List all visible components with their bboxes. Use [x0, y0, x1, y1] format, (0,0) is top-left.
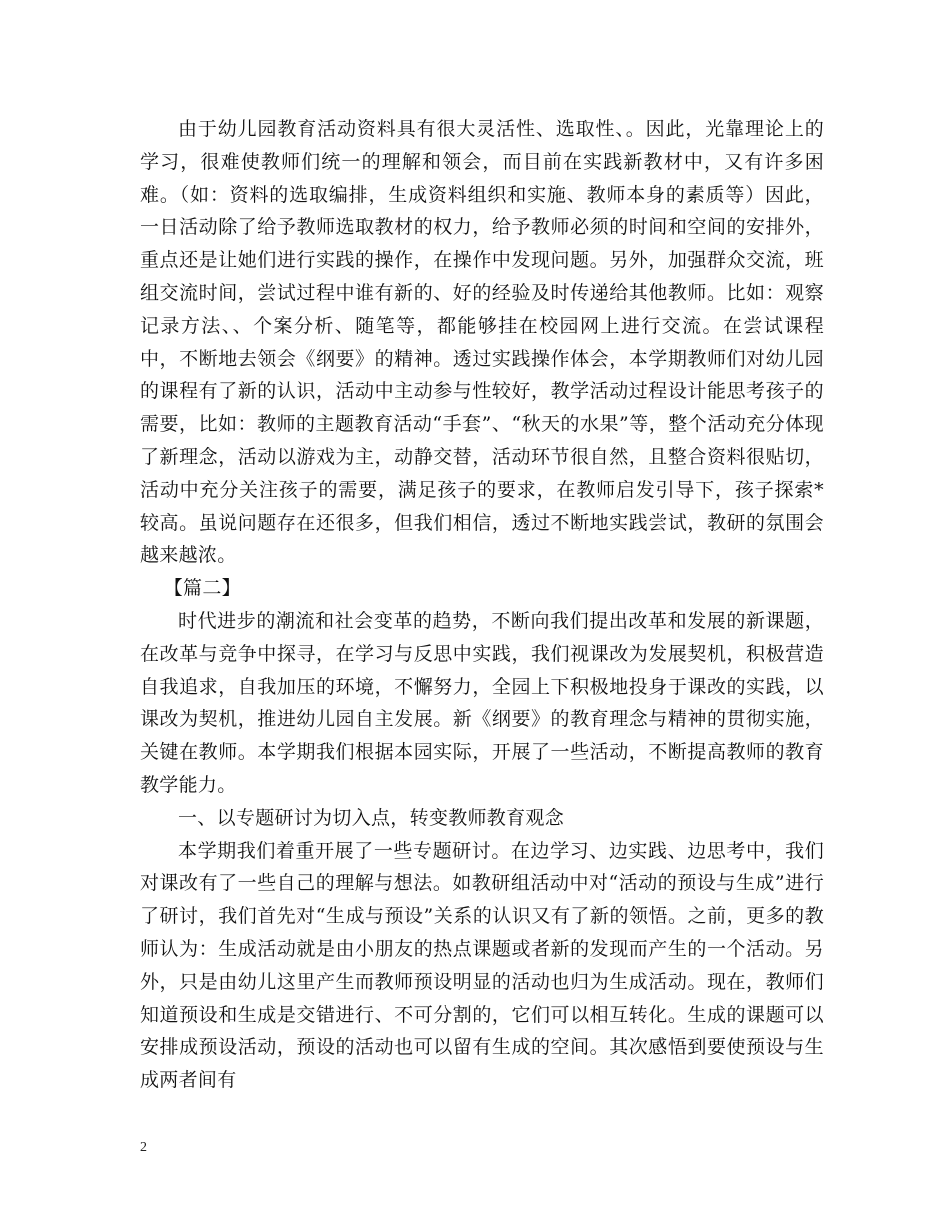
- section-heading-part-two: 【篇二】: [163, 577, 241, 600]
- page-number: 2: [140, 1140, 147, 1155]
- paragraph-topic-research: 本学期我们着重开展了一些专题研讨。在边学习、边实践、边思考中，我们对课改有了一些自己的理解与想法。如教研组活动中对“活动的预设与生成”进行了研讨，我们首先对“生成与预设”关系的认识又有了新的领悟。之前，更多的教师认为：生成活动就是由小朋友的热点课题或者新的发现而产生的一个活动。另外，只是由幼儿这里产生而教师预设明显的活动也归为生成活动。现在，教师们知道预设和生成是交错进行、不可分割的，它们可以相互转化。生成的课题可以安排成预设活动，预设的活动也可以留有生成的空间。其次感悟到要使预设与生成两者间有: [140, 839, 824, 1092]
- document-body: [140, 113, 824, 1097]
- subheading-topic-research: 一、以专题研讨为切入点，转变教师教育观念: [178, 806, 565, 829]
- paragraph-reform-trend: 时代进步的潮流和社会变革的趋势，不断向我们提出改革和发展的新课题，在改革与竞争中探寻，在学习与反思中实践，我们视课改为发展契机，积极营造自我追求，自我加压的环境，不懈努力，全园上下积极地投身于课改的实践，以课改为契机，推进幼儿园自主发展。新《纲要》的教育理念与精神的贯彻实施，关键在教师。本学期我们根据本园实际，开展了一些活动，不断提高教师的教育教学能力。: [140, 609, 824, 796]
- paragraph-activity-materials: 由于幼儿园教育活动资料具有很大灵活性、选取性、。因此，光靠理论上的学习，很难使教师们统一的理解和领会，而目前在实践新教材中，又有许多困难。（如：资料的选取编排，生成资料组织和实施、教师本身的素质等）因此，一日活动除了给予教师选取教材的权力，给予教师必须的时间和空间的安排外，重点还是让她们进行实践的操作，在操作中发现问题。另外，加强群众交流，班组交流时间，尝试过程中谁有新的、好的经验及时传递给其他教师。比如：观察记录方法、、个案分析、随笔等，都能够挂在校园网上进行交流。在尝试课程中，不断地去领会《纲要》的精神。透过实践操作体会，本学期教师们对幼儿园的课程有了新的认识，活动中主动参与性较好，教学活动过程设计能思考孩子的需要，比如：教师的主题教育活动“手套”、“秋天的水果”等，整个活动充分体现了新理念，活动以游戏为主，动静交替，活动环节很自然，且整合资料很贴切，活动中充分关注孩子的需要，满足孩子的要求，在教师启发引导下，孩子探索*较高。虽说问题存在还很多，但我们相信，透过不断地实践尝试，教研的氛围会越来越浓。: [140, 118, 824, 567]
